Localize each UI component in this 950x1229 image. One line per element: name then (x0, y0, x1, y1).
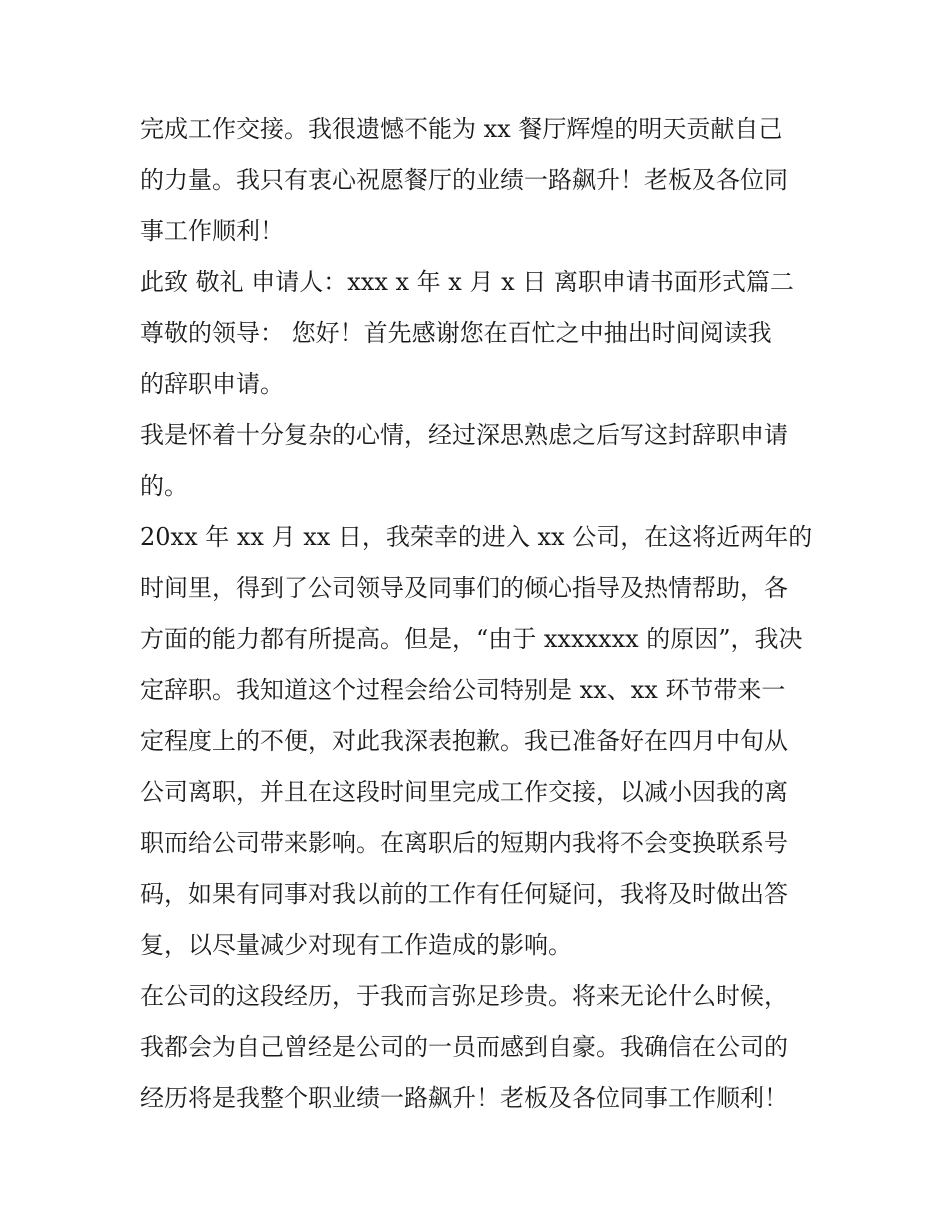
text-line: 此致 敬礼 申请人：xxx x 年 x 月 x 日 离职申请书面形式篇二 (140, 268, 794, 296)
text-line: 的。 (140, 472, 188, 500)
text-line: 20xx 年 xx 月 xx 日，我荣幸的进入 xx 公司，在这将近两年的 (140, 523, 813, 551)
text-line: 的辞职申请。 (140, 370, 284, 398)
text-line: 定辞职。我知道这个过程会给公司特别是 xx、xx 环节带来一 (140, 676, 786, 704)
text-line: 定程度上的不便，对此我深表抱歉。我已准备好在四月中旬从 (140, 727, 788, 755)
text-line: 职而给公司带来影响。在离职后的短期内我将不会变换联系号 (140, 829, 788, 857)
paragraph-handover (140, 104, 820, 257)
text-line: 事工作顺利！ (140, 217, 284, 245)
text-line: 公司离职，并且在这段时间里完成工作交接，以减小因我的离 (140, 778, 788, 806)
paragraph-greeting (140, 308, 820, 410)
text-line: 码，如果有同事对我以前的工作有任何疑问，我将及时做出答 (140, 880, 788, 908)
text-line: 经历将是我整个职业绩一路飙升！老板及各位同事工作顺利！ (140, 1084, 788, 1112)
text-line: 我是怀着十分复杂的心情，经过深思熟虑之后写这封辞职申请 (140, 421, 788, 449)
text-line: 复，以尽量减少对现有工作造成的影响。 (140, 931, 572, 959)
text-line: 我都会为自己曾经是公司的一员而感到自豪。我确信在公司的 (140, 1033, 788, 1061)
text-line: 时间里，得到了公司领导及同事们的倾心指导及热情帮助，各 (140, 574, 788, 602)
paragraph-feelings (140, 410, 820, 512)
document-body (140, 104, 820, 1124)
paragraph-reason (140, 512, 820, 971)
text-line: 完成工作交接。我很遗憾不能为 xx 餐厅辉煌的明天贡献自己 (140, 115, 783, 143)
text-line: 的力量。我只有衷心祝愿餐厅的业绩一路飙升！老板及各位同 (140, 166, 788, 194)
paragraph-closing-signature (140, 257, 820, 308)
paragraph-gratitude (140, 971, 820, 1124)
text-line: 尊敬的领导： 您好！首先感谢您在百忙之中抽出时间阅读我 (140, 319, 772, 347)
text-line: 方面的能力都有所提高。但是，“由于 xxxxxxx 的原因”，我决 (140, 625, 803, 653)
text-line: 在公司的这段经历，于我而言弥足珍贵。将来无论什么时候， (140, 982, 788, 1010)
